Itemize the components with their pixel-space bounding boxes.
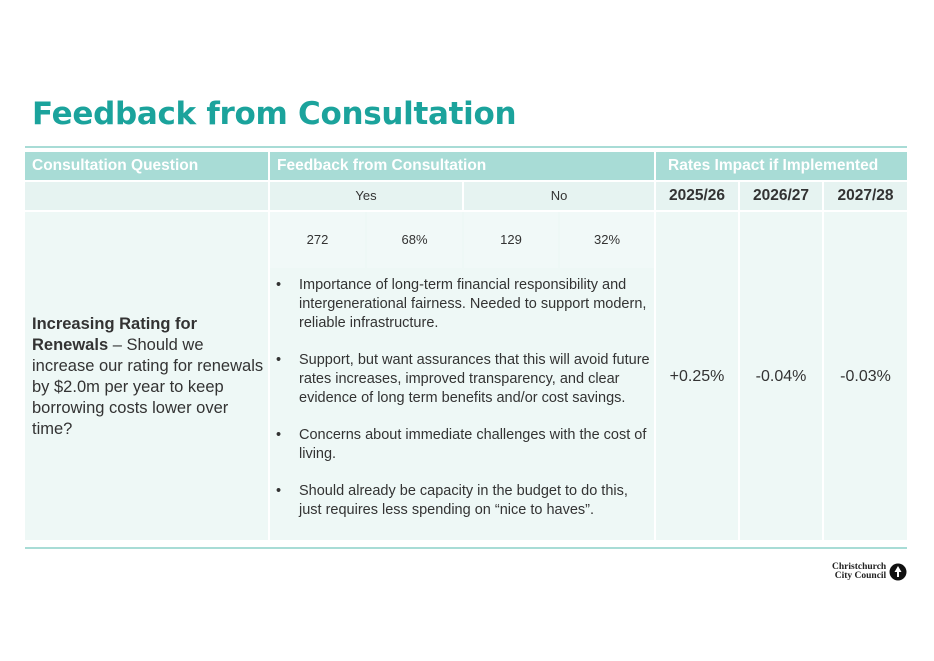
header-feedback: Feedback from Consultation xyxy=(270,152,654,180)
header-rates-impact: Rates Impact if Implemented xyxy=(656,152,907,180)
yes-count: 272 xyxy=(270,212,365,268)
subheader-year-2026: 2026/27 xyxy=(740,182,822,210)
subheader-no: No xyxy=(464,182,654,210)
yes-percent: 68% xyxy=(367,212,462,268)
feedback-item: • Concerns about immediate challenges with the cost of living. xyxy=(276,426,652,464)
feedback-item: • Importance of long-term financial responsibility and intergenerational fairness. Needed to support modern, reliable infrastructure. xyxy=(276,276,652,333)
consultation-question-text xyxy=(32,314,268,440)
feedback-item: • Should already be capacity in the budget to do this, just requires less spending on “nice to haves”. xyxy=(276,482,652,520)
feedback-list xyxy=(276,276,652,538)
impact-value-2027: -0.03% xyxy=(840,368,891,385)
subheader-blank xyxy=(25,182,268,210)
impact-value-2026: -0.04% xyxy=(755,368,807,385)
no-count: 129 xyxy=(464,212,558,268)
council-logo xyxy=(832,563,907,581)
subheader-year-2027: 2027/28 xyxy=(824,182,907,210)
feedback-item: • Support, but want assurances that this will avoid future rates increases, improved transparency, and clear evidence of long term benefits and/or cost savings. xyxy=(276,351,652,408)
question-title: Increasing Rating for Renewals xyxy=(32,315,198,354)
table-subheader-row xyxy=(25,182,907,210)
table-header-row xyxy=(25,152,907,180)
no-percent: 32% xyxy=(560,212,654,268)
question-detail: – Should we increase our rating for renewals by $2.0m per year to keep borrowing costs lower over time? xyxy=(32,336,264,438)
header-consultation-question: Consultation Question xyxy=(25,152,268,180)
logo-line-2: City Council xyxy=(834,571,887,581)
council-tree-icon xyxy=(889,563,907,581)
subheader-yes: Yes xyxy=(270,182,462,210)
subheader-year-2025: 2025/26 xyxy=(656,182,738,210)
logo-line-1: Christchurch xyxy=(832,562,887,572)
bottom-divider xyxy=(25,547,907,549)
top-divider xyxy=(25,146,907,148)
page-title: Feedback from Consultation xyxy=(32,96,517,132)
impact-value-2025: +0.25% xyxy=(669,368,725,385)
